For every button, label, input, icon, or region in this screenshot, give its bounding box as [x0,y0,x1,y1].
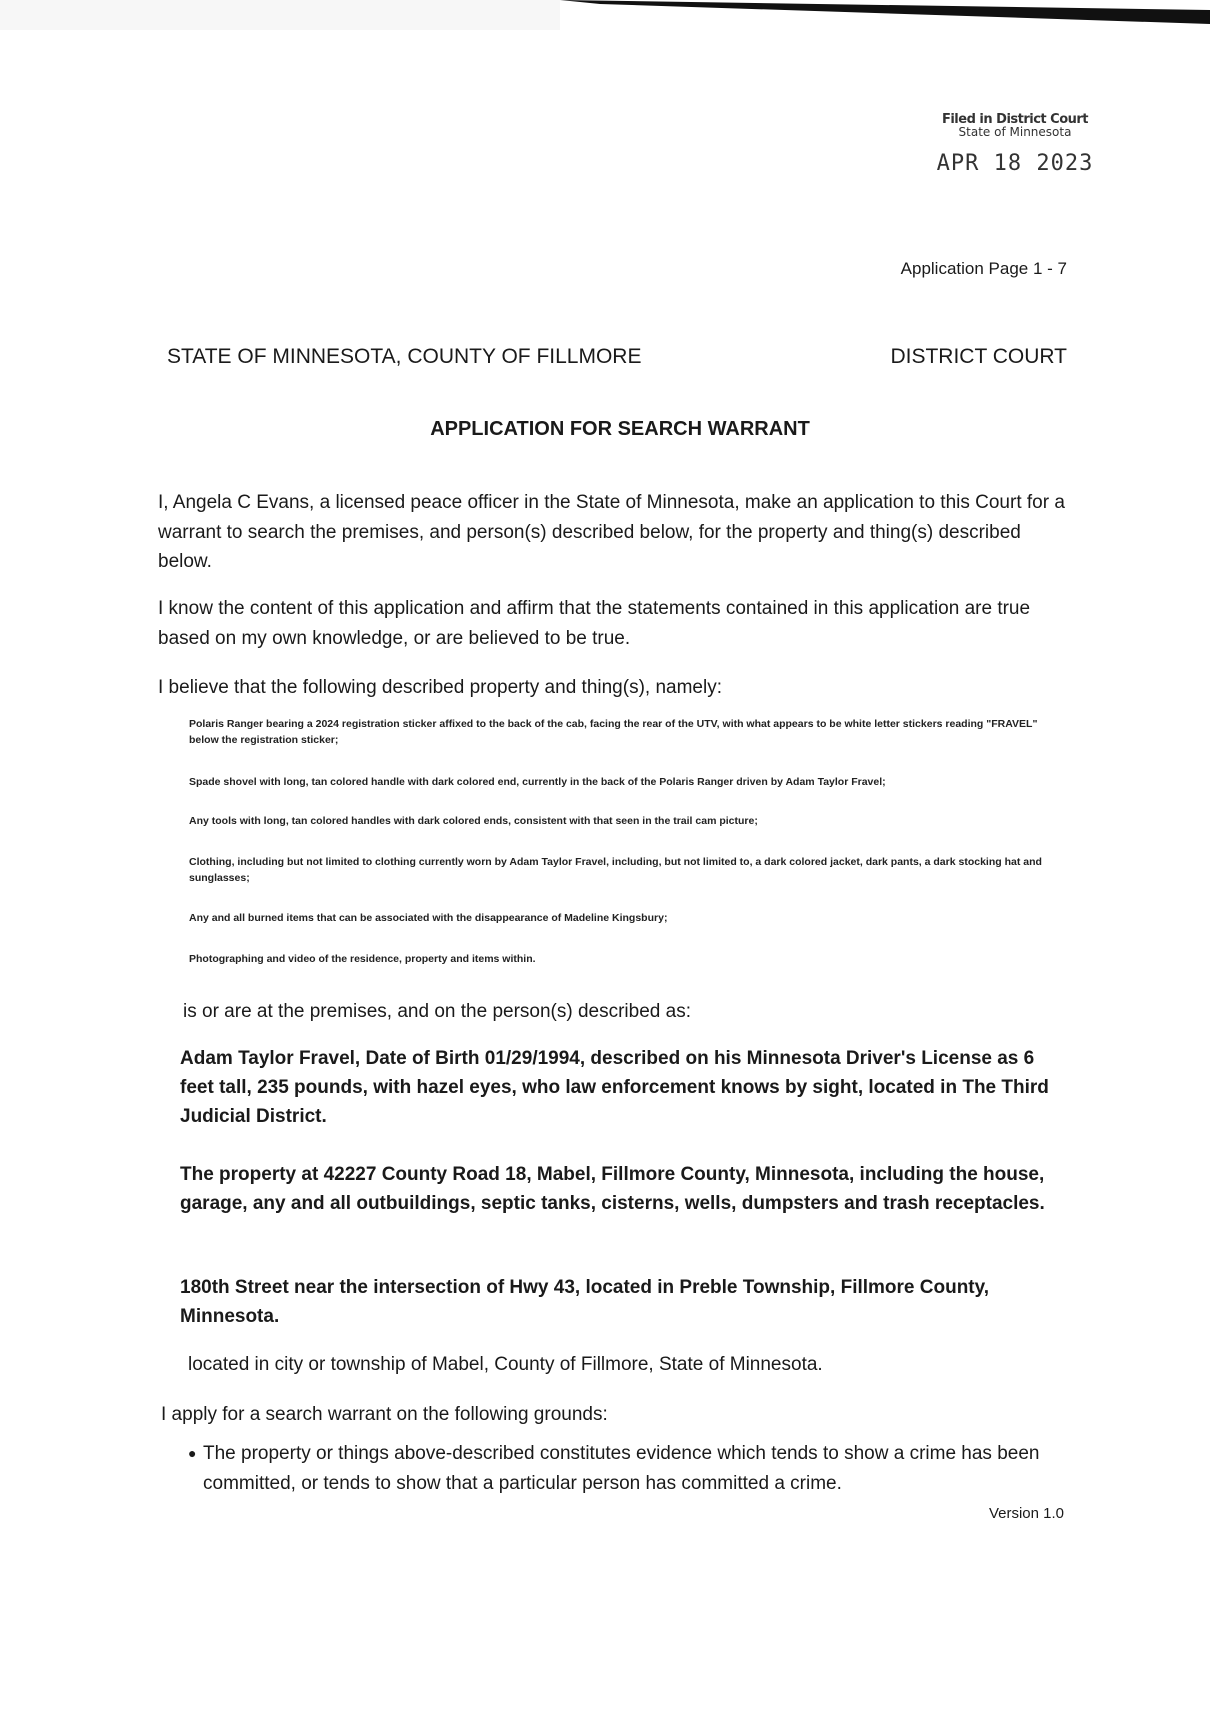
page-label: Application Page 1 - 7 [900,259,1067,278]
stamp-line1: Filed in District Court [941,112,1089,127]
location-line: located in city or township of Mabel, County of Fillmore, State of Minnesota. [188,1354,823,1375]
grounds-text: The property or things above-described constitutes evidence which tends to show a crime has been committed, or tends to show that a particular person has committed a crime. [203,1443,1040,1494]
premises-intro: is or are at the premises, and on the person(s) described as: [183,1001,691,1022]
premises-street: 180th Street near the intersection of Hwy 43, located in Preble Township, Fillmore County, Minnesota. [180,1277,990,1327]
court-header-left: STATE OF MINNESOTA, COUNTY OF FILLMORE [167,345,642,368]
grounds-intro: I apply for a search warrant on the following grounds: [161,1404,608,1425]
court-header-right: DISTRICT COURT [890,345,1067,368]
filed-stamp [930,112,1100,176]
property-item: Any and all burned items that can be associated with the disappearance of Madeline Kingsbury; [189,912,668,924]
premises-person: Adam Taylor Fravel, Date of Birth 01/29/1994, described on his Minnesota Driver's License as 6 feet tall, 235 pounds, with hazel eyes, who law enforcement knows by sight, located in The Third Judicial District. [180,1048,1049,1127]
version-label: Version 1.0 [988,1505,1064,1522]
property-item: Clothing, including but not limited to clothing currently worn by Adam Taylor Fravel, including, but not limited to, a dark colored jacket, dark pants, a dark stocking hat and sunglasses; [189,856,1042,884]
paragraph-applicant: I, Angela C Evans, a licensed peace officer in the State of Minnesota, make an application to this Court for a warrant to search the premises, and person(s) described below, for the property and thing(s) described below. [158,492,1065,572]
property-item: Any tools with long, tan colored handles with dark colored ends, consistent with that seen in the trail cam picture; [189,815,758,827]
paragraph-property-intro: I believe that the following described property and thing(s), namely: [158,677,722,698]
stamp-date: APR 18 2023 [936,151,1094,176]
document-title: APPLICATION FOR SEARCH WARRANT [430,418,810,440]
stamp-line2: State of Minnesota [958,125,1072,139]
premises-property: The property at 42227 County Road 18, Mabel, Fillmore County, Minnesota, including the house, garage, any and all outbuildings, septic tanks, cisterns, wells, dumpsters and trash receptacles. [180,1164,1045,1214]
bullet-icon: ● [188,1445,197,1461]
grounds-bullet [188,1439,1068,1498]
property-item: Spade shovel with long, tan colored handle with dark colored end, currently in the back of the Polaris Ranger driven by Adam Taylor Fravel; [189,776,886,788]
property-item: Polaris Ranger bearing a 2024 registration sticker affixed to the back of the cab, facing the rear of the UTV, with what appears to be white letter stickers reading "FRAVEL" below the registration sticker; [189,718,1038,746]
paragraph-affirmation: I know the content of this application and affirm that the statements contained in this application are true based on my own knowledge, or are believed to be true. [158,598,1031,649]
property-item: Photographing and video of the residence, property and items within. [189,953,536,965]
scan-edge-artifact [0,0,1210,40]
